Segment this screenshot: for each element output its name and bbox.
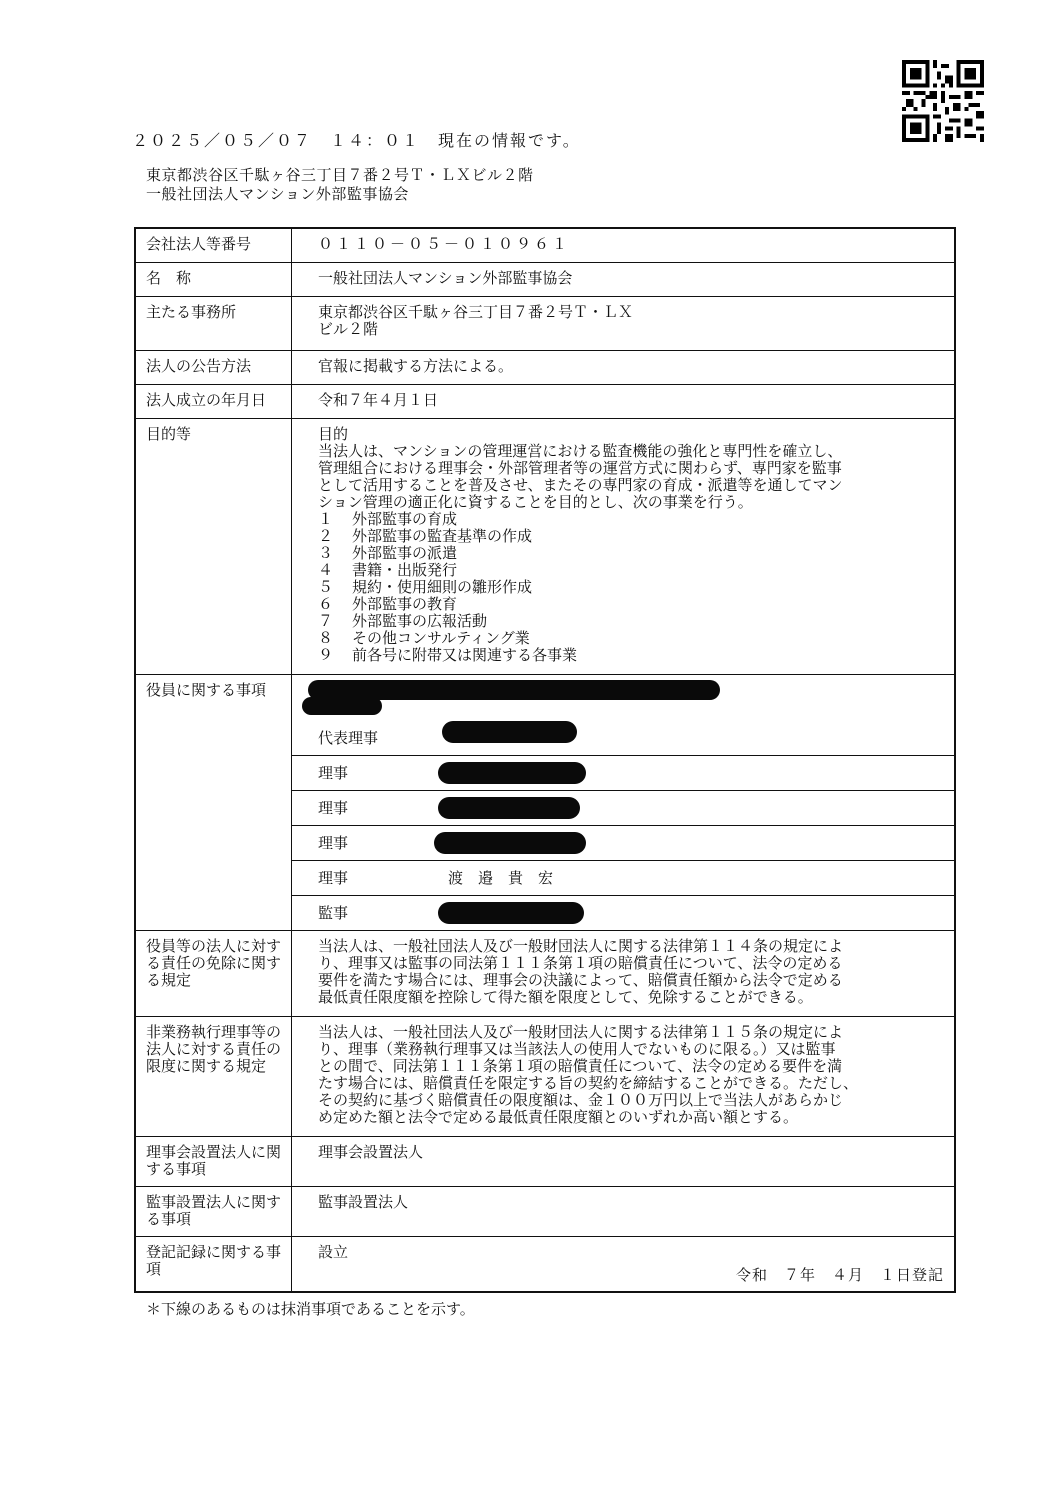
label-corp-no: 会社法人等番号 [135,228,292,262]
purpose-item-number: ８ [318,628,334,647]
row-notice [135,350,955,384]
officer-role: 理事 [318,833,349,852]
row-auditor [135,1186,955,1236]
purpose-item [318,613,944,630]
officer-role: 監事 [318,903,349,922]
row-purpose [135,418,955,674]
value-officers [292,674,956,930]
purpose-item-text: 規約・使用細則の雛形作成 [352,577,533,596]
office-line-1: 東京都渋谷区千駄ヶ谷三丁目７番２号Ｔ・ＬＸ [318,302,634,321]
officer-role: 理事 [318,798,349,817]
purpose-line: ション管理の適正化に資することを目的とし、次の事業を行う。 [318,492,753,511]
purpose-item [318,562,944,579]
label-board: 理事会設置法人に関する事項 [135,1136,292,1186]
purpose-item-number: ９ [318,645,334,664]
officer-role: 理事 [318,763,349,782]
registry-table [134,227,956,1293]
redaction-block [438,797,580,819]
label-exemption: 役員等の法人に対する責任の免除に関する規定 [135,930,292,1016]
row-exemption [135,930,955,1016]
officer-row [292,755,954,790]
purpose-item-text: 外部監事の教育 [352,594,458,613]
exemption-line: 要件を満たす場合には、理事会の決議によって、賠償責任額から法令で定める [318,970,843,989]
value-name: 一般社団法人マンション外部監事協会 [292,262,956,296]
label-name: 名 称 [135,262,292,296]
officer-row [292,895,954,930]
exemption-line: り、理事又は監事の同法第１１１条第１項の賠償責任について、法令の定める [318,953,843,972]
value-registry [292,1236,956,1292]
purpose-item-text: 外部監事の育成 [352,509,458,528]
officer-row [292,825,954,860]
officer-role: 代表理事 [318,728,379,747]
purpose-item-number: １ [318,509,334,528]
purpose-item-number: ４ [318,560,334,579]
value-exemption [292,930,956,1016]
row-established [135,384,955,418]
purpose-item-number: ６ [318,594,334,613]
officer-row [292,860,954,895]
redaction-block [438,902,584,924]
redaction-block [438,762,586,784]
officer-row [292,790,954,825]
officer-role: 理事 [318,868,349,887]
purpose-item-text: 書籍・出版発行 [352,560,458,579]
officer-row [292,721,954,755]
limitation-line: め定めた額と法令で定める最低責任限度額とのいずれか高い額とする。 [318,1107,799,1126]
purpose-item [318,579,944,596]
purpose-item [318,528,944,545]
office-line-2: ビル２階 [318,319,379,338]
value-purpose [292,418,956,674]
purpose-item-number: ３ [318,543,334,562]
label-notice: 法人の公告方法 [135,350,292,384]
row-corp-no [135,228,955,262]
officers-header [318,675,944,721]
label-established: 法人成立の年月日 [135,384,292,418]
purpose-line: として活用することを普及させ、またその専門家の育成・派遣等を通してマン [318,475,843,494]
row-name [135,262,955,296]
limitation-line: との間で、同法第１１１条第１項の賠償責任について、法令の定める要件を満 [318,1056,843,1075]
label-office: 主たる事務所 [135,296,292,350]
qr-code-icon [902,60,984,142]
timestamp: ２０２５／０５／０７ １４：０１ 現在の情報です。 [132,131,581,150]
purpose-item-number: ５ [318,577,334,596]
label-registry: 登記記録に関する事項 [135,1236,292,1292]
value-corp-no: ０１１０－０５－０１０９６１ [292,228,956,262]
registry-value: 設立 [318,1242,349,1261]
purpose-item-number: ７ [318,611,334,630]
purpose-item [318,511,944,528]
value-limitation [292,1016,956,1136]
value-auditor: 監事設置法人 [292,1186,956,1236]
limitation-line: その契約に基づく賠償責任の限度額は、金１００万円以上で当法人があらかじ [318,1090,844,1109]
purpose-item-text: その他コンサルティング業 [352,628,530,647]
footnote: ＊下線のあるものは抹消事項であることを示す。 [146,1300,475,1318]
header-corp-name: 一般社団法人マンション外部監事協会 [146,185,409,203]
purpose-item-text: 外部監事の派遣 [352,543,458,562]
label-officers: 役員に関する事項 [135,674,292,930]
row-board [135,1136,955,1186]
header-address: 東京都渋谷区千駄ヶ谷三丁目７番２号Ｔ・ＬＸビル２階 [146,166,534,184]
limitation-line: り、理事（業務執行理事又は当該法人の使用人でないものに限る。）又は監事 [318,1039,836,1058]
limitation-line: たす場合には、賠償責任を限定する旨の契約を締結することができる。ただし、 [318,1073,859,1092]
purpose-item-text: 外部監事の広報活動 [352,611,488,630]
redaction-block [442,721,577,743]
purpose-item-text: 前各号に附帯又は関連する各事業 [352,645,578,664]
exemption-line: 当法人は、一般社団法人及び一般財団法人に関する法律第１１４条の規定によ [318,936,844,955]
limitation-line: 当法人は、一般社団法人及び一般財団法人に関する法律第１１５条の規定によ [318,1022,844,1041]
purpose-item [318,545,944,562]
purpose-line: 管理組合における理事会・外部管理者等の運営方式に関わらず、専門家を監事 [318,458,842,477]
redaction-block [434,832,586,854]
row-limitation [135,1016,955,1136]
row-office [135,296,955,350]
label-purpose: 目的等 [135,418,292,674]
value-established: 令和７年４月１日 [292,384,956,418]
purpose-heading: 目的 [318,424,349,443]
value-board: 理事会設置法人 [292,1136,956,1186]
exemption-line: 最低責任限度額を控除して得た額を限度として、免除することができる。 [318,987,813,1006]
registry-date: 令和 ７年 ４月 １日登記 [735,1265,944,1284]
purpose-item [318,647,944,664]
label-auditor: 監事設置法人に関する事項 [135,1186,292,1236]
purpose-line: 当法人は、マンションの管理運営における監査機能の強化と専門性を確立し、 [318,441,843,460]
purpose-item [318,630,944,647]
value-notice: 官報に掲載する方法による。 [292,350,956,384]
purpose-item-number: ２ [318,526,334,545]
value-office [292,296,956,350]
purpose-item-text: 外部監事の監査基準の作成 [352,526,533,545]
row-registry [135,1236,955,1292]
label-limitation: 非業務執行理事等の法人に対する責任の限度に関する規定 [135,1016,292,1136]
redaction-block [302,697,382,715]
officer-name: 渡邉貴宏 [448,868,569,887]
purpose-item [318,596,944,613]
row-officers [135,674,955,930]
